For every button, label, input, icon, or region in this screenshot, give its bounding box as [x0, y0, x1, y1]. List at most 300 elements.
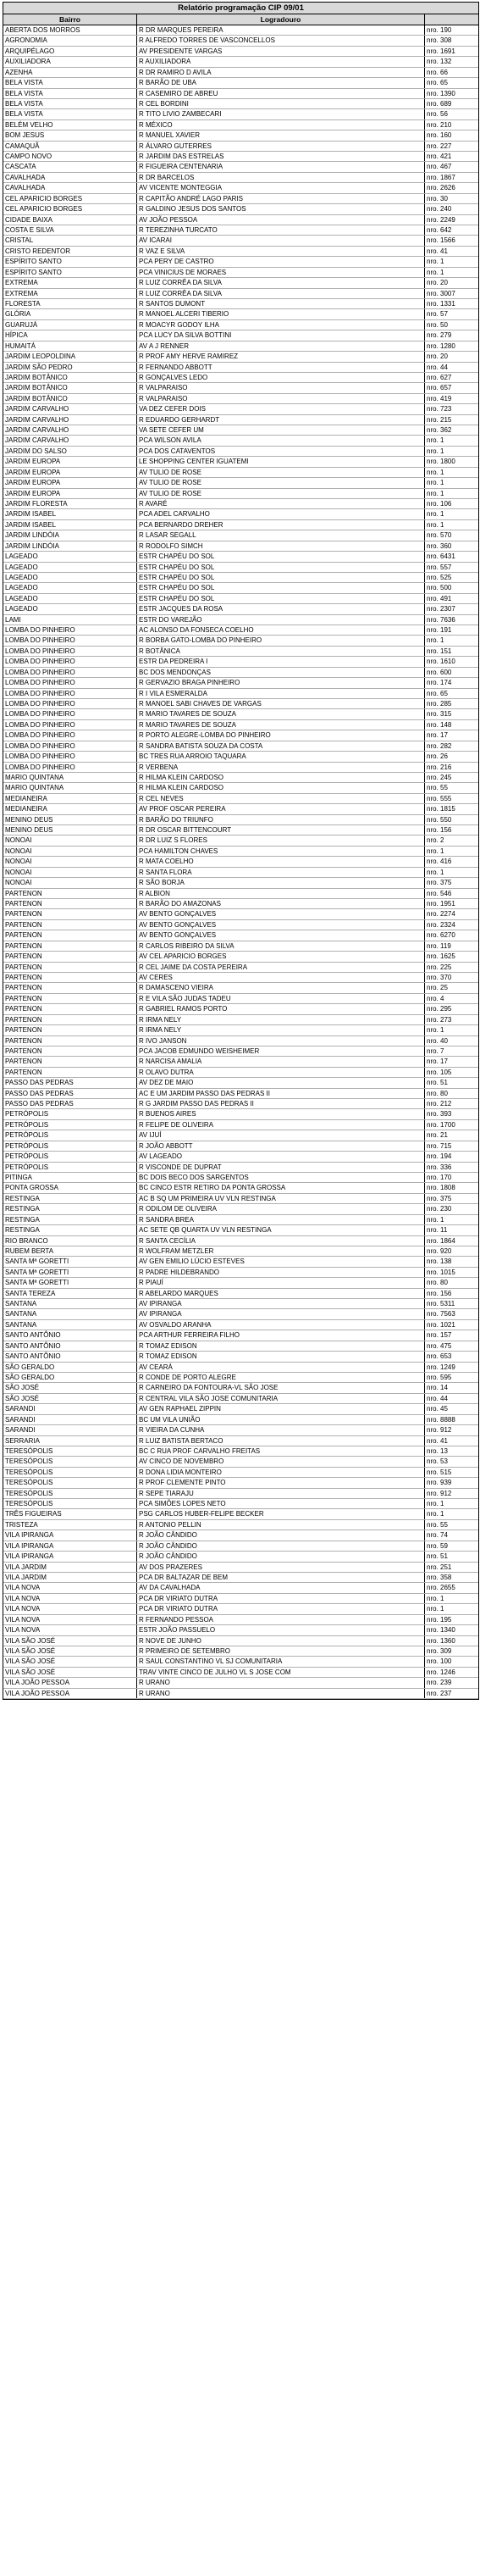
logradouro-cell: ESTR CHAPÉU DO SOL [137, 563, 425, 572]
numero-cell: nro. 1867 [427, 173, 455, 181]
numero-cell: nro. 1815 [427, 805, 455, 813]
numero-cell: nro. 174 [427, 679, 452, 687]
table-row [3, 1163, 478, 1173]
table-row [3, 320, 478, 330]
numero-cell: nro. 17 [427, 1058, 448, 1066]
numero-cell: nro. 105 [427, 1068, 452, 1076]
numero-cell: nro. 557 [427, 563, 452, 571]
logradouro-cell: PCA WILSON AVILA [137, 436, 425, 445]
bairro-cell: PETRÓPOLIS [3, 1152, 137, 1161]
bairro-cell: JARDIM BOTÂNICO [3, 373, 137, 382]
table-row [3, 1499, 478, 1509]
table-row [3, 109, 478, 119]
numero-cell: nro. 550 [427, 815, 452, 824]
logradouro-cell: AV PROF OSCAR PEREIRA [137, 804, 425, 813]
numero-cell: nro. 546 [427, 889, 452, 897]
logradouro-cell: R SÃO BORJA [137, 878, 425, 887]
numero-cell: nro. 1 [427, 258, 444, 266]
table-row [3, 225, 478, 236]
logradouro-cell: R VALPARAISO [137, 394, 425, 403]
bairro-cell: MENINO DEUS [3, 825, 137, 835]
logradouro-cell: R PROF CLEMENTE PINTO [137, 1478, 425, 1487]
bairro-cell: JARDIM CARVALHO [3, 425, 137, 435]
logradouro-cell: PCA DOS CATAVENTOS [137, 447, 425, 456]
logradouro-cell: BC C RUA PROF CARVALHO FREITAS [137, 1446, 425, 1456]
logradouro-cell: AV DA CAVALHADA [137, 1583, 425, 1592]
table-row [3, 615, 478, 625]
numero-cell: nro. 7636 [427, 615, 455, 624]
logradouro-cell: R BARÃO DO AMAZONAS [137, 899, 425, 908]
numero-cell: nro. 1246 [427, 1668, 455, 1676]
table-row [3, 152, 478, 162]
numero-cell: nro. 225 [427, 963, 452, 971]
logradouro-cell: BC CINCO ESTR RETIRO DA PONTA GROSSA [137, 1183, 425, 1192]
logradouro-cell: R MARIO TAVARES DE SOUZA [137, 709, 425, 719]
logradouro-cell: R TEREZINHA TURCATO [137, 225, 425, 235]
numero-cell: nro. 190 [427, 26, 452, 34]
logradouro-cell: AV CINCO DE NOVEMBRO [137, 1457, 425, 1466]
table-row [3, 1594, 478, 1604]
logradouro-cell: R CEL BORDINI [137, 99, 425, 108]
logradouro-cell: R URANO [137, 1689, 425, 1698]
bairro-cell: MENINO DEUS [3, 815, 137, 824]
table-row [3, 1225, 478, 1235]
logradouro-cell: ESTR JOÃO PASSUELO [137, 1625, 425, 1635]
numero-cell: nro. 309 [427, 1646, 452, 1655]
logradouro-cell: R ANTONIO PELLIN [137, 1520, 425, 1530]
bairro-cell: LOMBA DO PINHEIRO [3, 678, 137, 687]
logradouro-cell: LE SHOPPING CENTER IGUATEMI [137, 457, 425, 466]
table-row [3, 1689, 478, 1699]
bairro-cell: LOMBA DO PINHEIRO [3, 689, 137, 698]
logradouro-cell: AV GEN EMILIO LÚCIO ESTEVES [137, 1257, 425, 1266]
numero-cell: nro. 66 [427, 68, 448, 76]
numero-cell: nro. 156 [427, 1289, 452, 1297]
logradouro-cell: R CARLOS RIBEIRO DA SILVA [137, 941, 425, 951]
numero-cell: nro. 555 [427, 794, 452, 802]
numero-cell: nro. 55 [427, 1520, 448, 1529]
numero-cell: nro. 55 [427, 784, 448, 792]
bairro-cell: GLÓRIA [3, 309, 137, 319]
numero-cell: nro. 1566 [427, 236, 455, 245]
table-row [3, 636, 478, 646]
bairro-cell: SARANDI [3, 1425, 137, 1435]
numero-cell: nro. 25 [427, 984, 448, 992]
bairro-cell: LOMBA DO PINHEIRO [3, 657, 137, 666]
logradouro-cell: R TOMAZ EDISON [137, 1341, 425, 1351]
numero-cell: nro. 51 [427, 1079, 448, 1087]
table-row [3, 99, 478, 109]
table-row [3, 68, 478, 78]
logradouro-cell: R CENTRAL VILA SÃO JOSE COMUNITARIA [137, 1394, 425, 1403]
bairro-cell: JARDIM BOTÂNICO [3, 394, 137, 403]
numero-cell: nro. 1 [427, 268, 444, 276]
table-row [3, 373, 478, 383]
table-row [3, 794, 478, 804]
bairro-cell: PARTENON [3, 941, 137, 951]
numero-cell: nro. 282 [427, 741, 452, 750]
numero-cell: nro. 41 [427, 1436, 448, 1445]
logradouro-cell: AV TULIO DE ROSE [137, 489, 425, 498]
bairro-cell: JARDIM DO SALSO [3, 447, 137, 456]
table-row [3, 1015, 478, 1025]
logradouro-cell: AV IPIRANGA [137, 1299, 425, 1308]
bairro-cell: VILA NOVA [3, 1615, 137, 1624]
logradouro-cell: R E VILA SÃO JUDAS TADEU [137, 994, 425, 1003]
bairro-cell: VILA NOVA [3, 1583, 137, 1592]
numero-cell: nro. 360 [427, 541, 452, 550]
numero-cell: nro. 14 [427, 1384, 448, 1392]
table-row [3, 1257, 478, 1267]
table-row [3, 78, 478, 88]
logradouro-cell: R CONDE DE PORTO ALEGRE [137, 1373, 425, 1382]
bairro-cell: CASCATA [3, 162, 137, 171]
logradouro-cell: R PADRE HILDEBRANDO [137, 1268, 425, 1277]
logradouro-cell: R LUIZ CORRÊA DA SILVA [137, 278, 425, 287]
numero-cell: nro. 119 [427, 941, 451, 950]
table-row [3, 878, 478, 888]
logradouro-cell: R EDUARDO GERHARDT [137, 415, 425, 425]
bairro-cell: MARIO QUINTANA [3, 783, 137, 792]
table-row [3, 647, 478, 657]
logradouro-cell: R ALFREDO TORRES DE VASCONCELLOS [137, 36, 425, 45]
bairro-cell: FLORESTA [3, 299, 137, 308]
table-row [3, 973, 478, 983]
bairro-cell: JARDIM FLORESTA [3, 499, 137, 508]
bairro-cell: LAGEADO [3, 573, 137, 582]
numero-cell: nro. 912 [427, 1426, 452, 1435]
bairro-cell: LOMBA DO PINHEIRO [3, 709, 137, 719]
bairro-cell: PARTENON [3, 889, 137, 898]
bairro-cell: BOM JESUS [3, 130, 137, 140]
logradouro-cell: R MANOEL ALCERI TIBERIO [137, 309, 425, 319]
table-row [3, 868, 478, 878]
numero-cell: nro. 194 [427, 1152, 452, 1161]
numero-cell: nro. 106 [427, 499, 452, 508]
bairro-cell: RESTINGA [3, 1194, 137, 1203]
logradouro-cell: R AVARÉ [137, 499, 425, 508]
table-row [3, 1099, 478, 1109]
table-row [3, 1330, 478, 1341]
bairro-cell: SÃO JOSÉ [3, 1383, 137, 1392]
logradouro-cell: R SANTOS DUMONT [137, 299, 425, 308]
bairro-cell: CAMPO NOVO [3, 152, 137, 161]
bairro-cell: EXTREMA [3, 278, 137, 287]
table-row [3, 1068, 478, 1078]
table-row [3, 1457, 478, 1467]
table-row [3, 857, 478, 867]
numero-cell: nro. 216 [427, 763, 452, 771]
numero-cell: nro. 1 [427, 1026, 444, 1035]
table-row [3, 668, 478, 678]
logradouro-cell: AV CEL APARICIO BORGES [137, 952, 425, 961]
table-row [3, 1025, 478, 1035]
logradouro-cell: R CARNEIRO DA FONTOURA-VL SÃO JOSE [137, 1383, 425, 1392]
logradouro-cell: ESTR CHAPÉU DO SOL [137, 583, 425, 592]
table-row [3, 941, 478, 952]
table-row [3, 436, 478, 446]
logradouro-cell: BC UM VILA UNIÃO [137, 1415, 425, 1424]
logradouro-cell: R PIAUÍ [137, 1278, 425, 1287]
bairro-cell: PARTENON [3, 994, 137, 1003]
table-row [3, 57, 478, 67]
logradouro-cell: AV ICARAI [137, 236, 425, 245]
numero-cell: nro. 1 [427, 868, 444, 876]
table-row [3, 1646, 478, 1657]
numero-cell: nro. 642 [427, 226, 452, 235]
numero-cell: nro. 336 [427, 1163, 452, 1171]
bairro-cell: TRÊS FIGUEIRAS [3, 1509, 137, 1518]
table-row [3, 1183, 478, 1193]
table-row [3, 815, 478, 825]
table-header [3, 14, 478, 25]
bairro-cell: PARTENON [3, 920, 137, 930]
logradouro-cell: AC B SQ UM PRIMEIRA UV VLN RESTINGA [137, 1194, 425, 1203]
logradouro-cell: R CASEMIRO DE ABREU [137, 89, 425, 98]
bairro-cell: LOMBA DO PINHEIRO [3, 699, 137, 708]
logradouro-cell: R ÁLVARO GUTERRES [137, 142, 425, 151]
table-row [3, 1373, 478, 1383]
table-row [3, 1141, 478, 1152]
numero-cell: nro. 1800 [427, 458, 455, 466]
bairro-cell: LAMI [3, 615, 137, 625]
table-row [3, 625, 478, 636]
table-row [3, 25, 478, 36]
table-row [3, 1615, 478, 1625]
bairro-cell: JARDIM LEOPOLDINA [3, 352, 137, 361]
logradouro-cell: R DR RAMIRO D AVILA [137, 68, 425, 77]
logradouro-cell: PCA HAMILTON CHAVES [137, 847, 425, 856]
bairro-cell: ARQUIPÉLAGO [3, 47, 137, 56]
bairro-cell: LOMBA DO PINHEIRO [3, 763, 137, 772]
table-row [3, 1236, 478, 1246]
numero-cell: nro. 7563 [427, 1310, 455, 1319]
bairro-cell: ABERTA DOS MORROS [3, 25, 137, 35]
logradouro-cell: AC SETE QB QUARTA UV VLN RESTINGA [137, 1225, 425, 1235]
table-row [3, 709, 478, 719]
logradouro-cell: R VISCONDE DE DUPRAT [137, 1163, 425, 1172]
table-row [3, 689, 478, 699]
bairro-cell: CAVALHADA [3, 183, 137, 192]
table-row [3, 1436, 478, 1446]
logradouro-cell: R I VILA ESMERALDA [137, 689, 425, 698]
numero-cell: nro. 375 [427, 879, 452, 887]
table-row [3, 520, 478, 530]
table-row [3, 836, 478, 846]
numero-cell: nro. 1015 [427, 1268, 455, 1276]
numero-cell: nro. 6431 [427, 552, 455, 561]
table-row [3, 309, 478, 319]
numero-cell: nro. 1249 [427, 1363, 455, 1371]
logradouro-cell: AV IPIRANGA [137, 1309, 425, 1319]
table-row [3, 278, 478, 288]
table-row [3, 1173, 478, 1183]
logradouro-cell: R JOÃO CÂNDIDO [137, 1530, 425, 1540]
logradouro-cell: BC DOS MENDONÇAS [137, 668, 425, 677]
table-row [3, 804, 478, 814]
bairro-cell: CRISTO REDENTOR [3, 247, 137, 256]
bairro-cell: ESPÍRITO SANTO [3, 257, 137, 266]
bairro-cell: LOMBA DO PINHEIRO [3, 752, 137, 761]
logradouro-cell: R MÉXICO [137, 120, 425, 130]
bairro-cell: MEDIANEIRA [3, 794, 137, 803]
bairro-cell: CAMAQUÃ [3, 142, 137, 151]
table-row [3, 415, 478, 425]
numero-cell: nro. 138 [427, 1257, 452, 1266]
table-row [3, 899, 478, 909]
bairro-cell: NONOAI [3, 857, 137, 866]
table-row [3, 1509, 478, 1519]
logradouro-cell: R VIEIRA DA CUNHA [137, 1425, 425, 1435]
numero-cell: nro. 151 [427, 647, 452, 655]
logradouro-cell: AV CERES [137, 973, 425, 982]
bairro-cell: LAGEADO [3, 552, 137, 561]
table-row [3, 142, 478, 152]
bairro-cell: AGRONOMIA [3, 36, 137, 45]
bairro-cell: VILA NOVA [3, 1594, 137, 1603]
bairro-cell: SANTANA [3, 1309, 137, 1319]
bairro-cell: TERESÓPOLIS [3, 1489, 137, 1498]
bairro-cell: LOMBA DO PINHEIRO [3, 730, 137, 740]
bairro-cell: NONOAI [3, 868, 137, 877]
bairro-cell: PETRÓPOLIS [3, 1130, 137, 1140]
bairro-cell: CRISTAL [3, 236, 137, 245]
bairro-cell: PARTENON [3, 909, 137, 919]
bairro-cell: ESPÍRITO SANTO [3, 268, 137, 277]
numero-cell: nro. 11 [427, 1226, 448, 1235]
bairro-cell: LAGEADO [3, 594, 137, 603]
numero-cell: nro. 1 [427, 468, 444, 476]
bairro-cell: PARTENON [3, 1057, 137, 1066]
bairro-cell: SARANDI [3, 1415, 137, 1424]
bairro-cell: AZENHA [3, 68, 137, 77]
numero-cell: nro. 239 [427, 1679, 452, 1687]
logradouro-cell: PCA DR VIRIATO DUTRA [137, 1594, 425, 1603]
table-row [3, 363, 478, 373]
bairro-cell: CEL APARICIO BORGES [3, 204, 137, 214]
logradouro-cell: R BUENOS AIRES [137, 1109, 425, 1119]
numero-cell: nro. 191 [427, 626, 452, 635]
logradouro-cell: R PORTO ALEGRE-LOMBA DO PINHEIRO [137, 730, 425, 740]
bairro-cell: LAGEADO [3, 563, 137, 572]
table-row [3, 36, 478, 46]
logradouro-cell: AV LAGEADO [137, 1152, 425, 1161]
bairro-cell: LAGEADO [3, 604, 137, 613]
table-row [3, 678, 478, 688]
numero-cell: nro. 1340 [427, 1626, 455, 1635]
numero-cell: nro. 170 [427, 1173, 452, 1181]
table-row [3, 604, 478, 614]
numero-cell: nro. 195 [427, 1615, 452, 1624]
bairro-cell: SANTO ANTÔNIO [3, 1341, 137, 1351]
numero-cell: nro. 689 [427, 99, 452, 108]
numero-cell: nro. 251 [427, 1563, 452, 1571]
logradouro-cell: R BOTÂNICA [137, 647, 425, 656]
table-row [3, 1341, 478, 1352]
table-row [3, 425, 478, 436]
numero-cell: nro. 30 [427, 194, 448, 203]
table-row [3, 1668, 478, 1678]
numero-cell: nro. 230 [427, 1205, 452, 1213]
table-row [3, 909, 478, 919]
table-row [3, 1194, 478, 1204]
bairro-cell: CIDADE BAIXA [3, 215, 137, 225]
numero-cell: nro. 2324 [427, 920, 455, 929]
table-row [3, 825, 478, 836]
table-row [3, 594, 478, 604]
bairro-cell: PITINGA [3, 1173, 137, 1182]
numero-cell: nro. 295 [427, 1005, 452, 1013]
numero-cell: nro. 45 [427, 1405, 448, 1413]
bairro-cell: GUARUJÁ [3, 320, 137, 330]
table-row [3, 468, 478, 478]
bairro-cell: SANTO ANTÔNIO [3, 1352, 137, 1361]
logradouro-cell: ESTR CHAPÉU DO SOL [137, 594, 425, 603]
table-row [3, 1363, 478, 1373]
table-row [3, 530, 478, 541]
logradouro-cell: R LUIZ CORRÊA DA SILVA [137, 289, 425, 298]
bairro-cell: PARTENON [3, 1004, 137, 1013]
table-row [3, 583, 478, 593]
table-row [3, 573, 478, 583]
logradouro-cell: R BORBA GATO-LOMBA DO PINHEIRO [137, 636, 425, 645]
table-row [3, 1109, 478, 1119]
numero-cell: nro. 59 [427, 1541, 448, 1550]
bairro-cell: EXTREMA [3, 289, 137, 298]
table-row [3, 1415, 478, 1425]
numero-cell: nro. 1 [427, 520, 444, 529]
bairro-cell: JARDIM CARVALHO [3, 415, 137, 425]
bairro-cell: SARANDI [3, 1404, 137, 1413]
numero-cell: nro. 315 [427, 710, 452, 719]
logradouro-cell: R CAPITÃO ANDRÉ LAGO PARIS [137, 194, 425, 203]
numero-cell: nro. 80 [427, 1089, 448, 1097]
table-row [3, 1078, 478, 1088]
table-row [3, 1289, 478, 1299]
logradouro-cell: AV JOÃO PESSOA [137, 215, 425, 225]
table-row [3, 299, 478, 309]
numero-cell: nro. 13 [427, 1446, 448, 1455]
numero-cell: nro. 1021 [427, 1320, 455, 1329]
bairro-cell: VILA SÃO JOSÉ [3, 1646, 137, 1656]
numero-cell: nro. 41 [427, 247, 448, 255]
table-row [3, 1130, 478, 1141]
logradouro-cell: PCA SIMÕES LOPES NETO [137, 1499, 425, 1508]
numero-cell: nro. 1331 [427, 299, 455, 308]
table-row [3, 120, 478, 130]
numero-cell: nro. 1864 [427, 1236, 455, 1245]
logradouro-cell: AV GEN RAPHAEL ZIPPIN [137, 1404, 425, 1413]
logradouro-cell: R HILMA KLEIN CARDOSO [137, 773, 425, 782]
bairro-cell: SÃO JOSÉ [3, 1394, 137, 1403]
logradouro-cell: R SANTA CECÍLIA [137, 1236, 425, 1246]
numero-cell: nro. 1280 [427, 341, 455, 350]
table-row [3, 394, 478, 404]
bairro-cell: RESTINGA [3, 1215, 137, 1224]
bairro-cell: TERESÓPOLIS [3, 1499, 137, 1508]
bairro-cell: PARTENON [3, 930, 137, 940]
logradouro-cell: R AUXILIADORA [137, 57, 425, 66]
bairro-cell: JARDIM EUROPA [3, 489, 137, 498]
bairro-cell: JARDIM EUROPA [3, 457, 137, 466]
table-row [3, 89, 478, 99]
logradouro-cell: R BARÃO DE UBA [137, 78, 425, 87]
bairro-cell: VILA IPIRANGA [3, 1541, 137, 1551]
bairro-cell: TERESÓPOLIS [3, 1457, 137, 1466]
numero-cell: nro. 3007 [427, 289, 455, 297]
logradouro-cell: ESTR DO VAREJÃO [137, 615, 425, 625]
bairro-cell: JARDIM ISABEL [3, 520, 137, 530]
